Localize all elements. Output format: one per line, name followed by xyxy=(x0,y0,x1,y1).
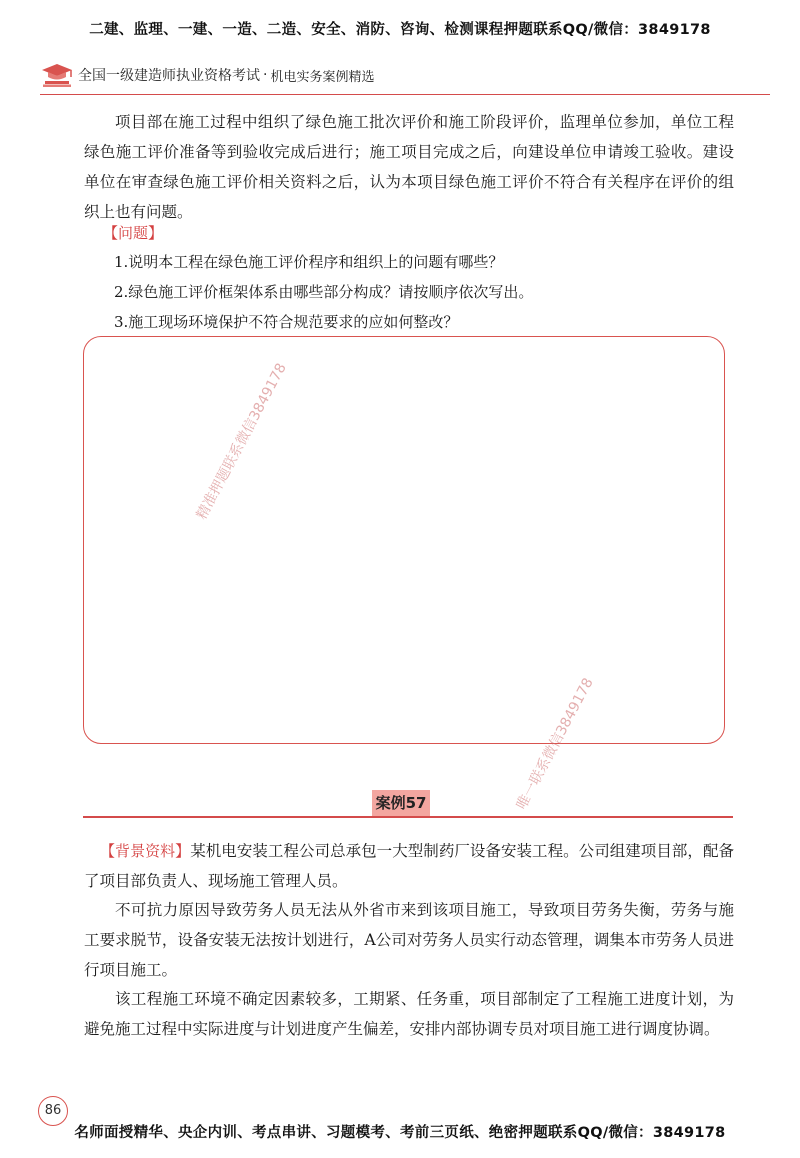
watermark: 唯一联系微信3849178 xyxy=(513,675,597,813)
watermark: 精准押题联系微信3849178 xyxy=(193,360,290,523)
bottom-banner: 名师面授精华、央企内训、考点串讲、习题模考、考前三页纸、绝密押题联系QQ/微信：3849178 xyxy=(74,1125,726,1141)
case-title: 案例57 xyxy=(372,790,430,816)
question-item: 3.施工现场环境保护不符合规范要求的应如何整改？ xyxy=(114,313,459,331)
header-rule xyxy=(40,94,770,95)
questions-list xyxy=(114,247,533,337)
case-paragraph: 不可抗力原因导致劳务人员无法从外省市来到该项目施工，导致项目劳务失衡，劳务与施工要求脱节，设备安装无法按计划进行，A公司对劳务人员实行动态管理，调集本市劳务人员进行项目施工。 xyxy=(84,901,734,979)
question-item: 2.绿色施工评价框架体系由哪些部分构成？请按顺序依次写出。 xyxy=(114,283,534,301)
page-number: 86 xyxy=(38,1096,68,1126)
top-banner: 二建、监理、一建、一造、二造、安全、消防、咨询、检测课程押题联系QQ/微信：3849178 xyxy=(89,22,711,38)
case-paragraph: 该工程施工环境不确定因素较多，工期紧、任务重，项目部制定了工程施工进度计划，为避免施工过程中实际进度与计划进度产生偏差，安排内部协调专员对项目施工进行调度协调。 xyxy=(84,990,734,1038)
book-title: 全国一级建造师执业资格考试 xyxy=(78,68,260,84)
header-separator: · xyxy=(263,67,268,83)
graduation-cap-book-icon xyxy=(40,62,74,88)
case-paragraph-text: 某机电安装工程公司总承包一大型制药厂设备安装工程。公司组建项目部，配备了项目部负责人、现场施工管理人员。 xyxy=(84,842,734,890)
section1-paragraph: 项目部在施工过程中组织了绿色施工批次评价和施工阶段评价，监理单位参加，单位工程绿色施工评价准备等到验收完成后进行；施工项目完成之后，向建设单位申请竣工验收。建设单位在审查绿色施工评价相关资料之后，认为本项目绿色施工评价不符合有关程序在评价的组织上也有问题。 xyxy=(84,113,734,221)
case-paragraph xyxy=(84,836,734,896)
question-item: 1.说明本工程在绿色施工评价程序和组织上的问题有哪些？ xyxy=(114,253,504,271)
answer-box xyxy=(83,336,725,744)
background-label: 【背景资料】 xyxy=(100,842,191,860)
book-subtitle: 机电实务案例精选 xyxy=(270,69,375,85)
case-rule xyxy=(83,816,733,818)
questions-label: 【问题】 xyxy=(103,224,164,242)
running-header xyxy=(40,60,374,90)
